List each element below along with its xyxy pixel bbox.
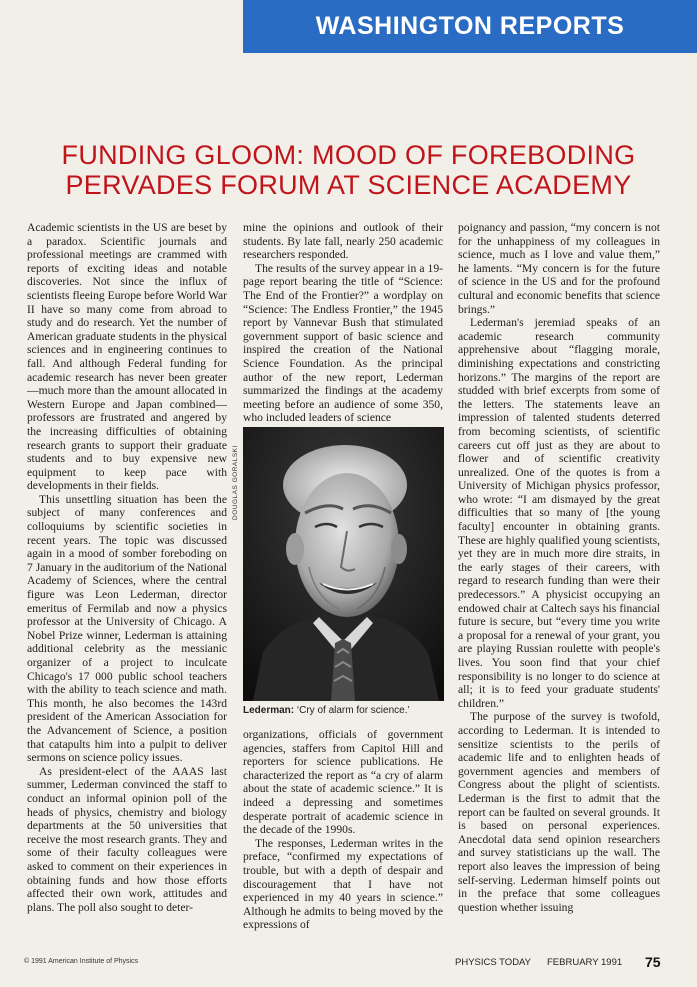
paragraph: The purpose of the survey is twofold, according to Lederman. It is intended to sensitize scientists to the perils of academic life and to enlighten heads of government agencies and members of Congress about the plight of scientists. Lederman is the first to admit that the report can be faulted on several grounds. It is based on personal experiences. Anecdotal data send opinion researchers and survey statisticians up the wall. The report also leaves the impression of being self-serving. Lederman himself points out in the preface that some colleagues question whether issuing: [458, 710, 660, 914]
publication-name: PHYSICS TODAY: [455, 957, 532, 968]
paragraph: Lederman's jeremiad speaks of an academic research community apprehensive about “flagging morale, diminishing expectations and constricting horizons.” The margins of the report are studded with brief excerpts from some of the letters. The statements leave an impression of talented students deterred from becoming scientists, of scientific careers cut off just as they are about to flower and of scientific creativity unrealized. One of the quotes is from a University of Michigan physics professor, who wrote: “I am dismayed by the great difficulties that so many of [the young faculty] encounter in obtaining grants. These are highly qualified young scientists, yet they are in much more dire straits, in the early stages of their careers, with regard to research funding than were their predecessors.” A physicist occupying an endowed chair at Caltech says his financial future is secure, but “every time you write a proposal for a renewal of your grant, you are playing Russian roulette with people's lives. You soon find that your chief responsibility is no longer to do science at all; it is to feed your graduate students' children.”: [458, 316, 660, 710]
paragraph: mine the opinions and outlook of their students. By late fall, nearly 250 academic researchers responded.: [243, 221, 443, 262]
paragraph: The responses, Lederman writes in the preface, “confirmed my expectations of trouble, but with a depth of despair and discouragement that I have not experienced in my 40 years in science.” Although he admits to being moved by the expressions of: [243, 836, 443, 932]
page-number: 75: [645, 954, 661, 970]
paragraph: As president-elect of the AAAS last summer, Lederman convinced the staff to conduct an informal opinion poll of the heads of physics, chemistry and biology departments at the 50 universities that receive the most research grants. They and some of their faculty colleagues were asked to comment on their experiences in obtaining funds and how those efforts affected their own work, attitudes and plans. The poll also sought to deter-: [27, 764, 227, 914]
paragraph: This unsettling situation has been the subject of many conferences and colloquiums by scientific societies in recent years. The topic was discussed again in a mood of somber foreboding on 7 January in the auditorium of the National Academy of Sciences, where the central figure was Leon Lederman, director emeritus of Fermilab and now a physics professor at the University of Chicago. A Nobel Prize winner, Lederman is attaining additional celebrity as the messianic organizer of a project to inculcate Chicago's 17 000 public school teachers with the ability to teach science and math. This month, he also becomes the 143rd president of the American Association for the Advancement of Science, a position that catapults him into a pulpit to deliver sermons on science policy issues.: [27, 492, 227, 765]
photo-caption: [243, 705, 444, 716]
page-footer: [0, 954, 697, 974]
portrait-photo: [243, 427, 444, 701]
article-column-1: [27, 221, 227, 914]
headline-line-1: FUNDING GLOOM: MOOD OF FOREBODING: [61, 140, 636, 170]
caption-name: Lederman:: [243, 705, 295, 716]
article-column-3: [458, 221, 660, 914]
paragraph: poignancy and passion, “my concern is not for the unhappiness of my colleagues in science, much as I love and value them,” he laments. “My concern is for the future of science in the US and for the profound cultural and economic benefits that science brings.”: [458, 221, 660, 316]
article-column-2-top: [243, 221, 443, 425]
paragraph: organizations, officials of government agencies, staffers from Capitol Hill and reporters for science publications. He characterized the report as “a cry of alarm about the state of academic science.” It is indeed a depressing and sometimes desperate portrait of academic science in the decade of the 1990s.: [243, 728, 443, 837]
headline: [0, 140, 697, 200]
portrait-illustration: [243, 427, 444, 701]
paragraph: Academic scientists in the US are beset by a paradox. Scientific journals and professional meetings are crammed with reports of exciting ideas and notable discoveries. Not since the influx of scientists fleeing Europe before World War II have so many come from abroad to study and do research. Yet the number of American graduate students in the physical sciences and in engineering continues to fall. And although Federal funding for academic research has never been greater—much more than the amount allocated in Western Europe and Japan combined—professors are frustrated and angered by the increasing difficulties of obtaining research grants to support their graduate students and to buy expensive new equipment to keep pace with developments in their fields.: [27, 221, 227, 493]
headline-line-2: PERVADES FORUM AT SCIENCE ACADEMY: [65, 170, 632, 200]
section-banner: WASHINGTON REPORTS: [243, 0, 697, 53]
photo-credit: DOUGLAS GORALSKI: [232, 445, 239, 520]
copyright-notice: © 1991 American Institute of Physics: [24, 958, 139, 965]
caption-text: ‘Cry of alarm for science.’: [294, 705, 410, 716]
issue-date: FEBRUARY 1991: [547, 957, 623, 968]
article-column-2-bottom: [243, 728, 443, 932]
paragraph: The results of the survey appear in a 19-page report bearing the title of “Science: The End of the Frontier?” a wordplay on “Science: The Endless Frontier,” the 1945 report by Vannevar Bush that stimulated government support of basic science and inspired the creation of the National Science Foundation. As the principal author of the new report, Lederman summarized the findings at the academy meeting before an audience of some 350, who included leaders of science: [243, 261, 443, 425]
